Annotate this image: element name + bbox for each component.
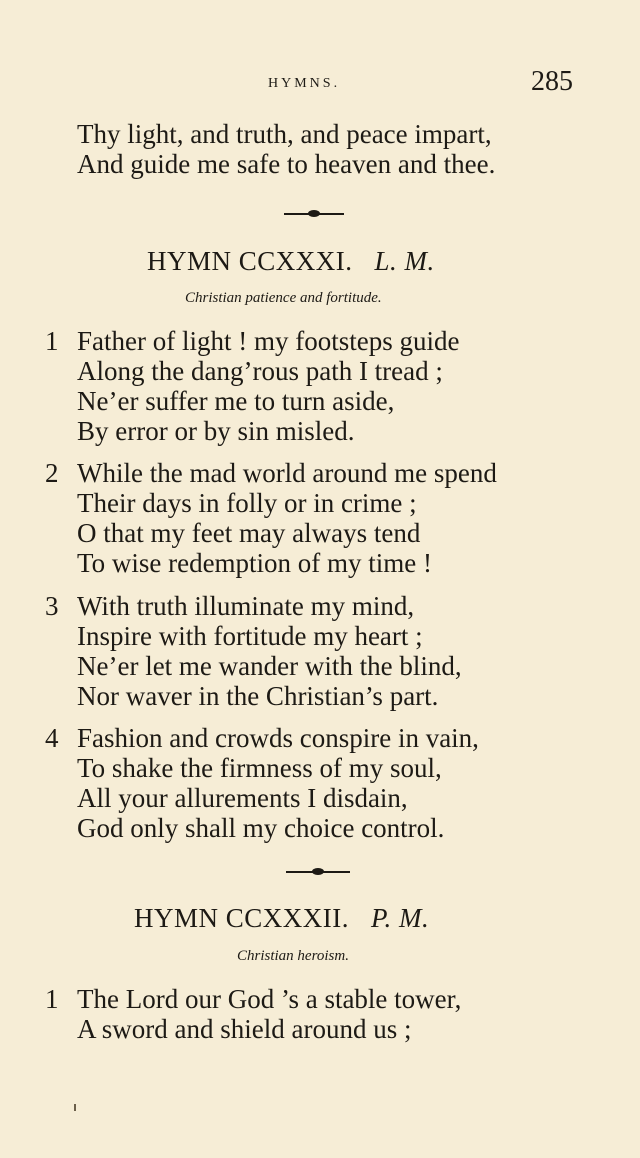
hymn-title bbox=[134, 903, 429, 934]
verse-line: All your allurements I disdain, bbox=[77, 783, 408, 813]
verse-number: 2 bbox=[45, 458, 59, 488]
verse-line: To wise redemption of my time ! bbox=[77, 548, 433, 578]
hymn-meter: P. M. bbox=[371, 903, 430, 933]
verse-number: 1 bbox=[45, 984, 59, 1014]
verse-line: A sword and shield around us ; bbox=[77, 1014, 412, 1044]
verse-line: To shake the firmness of my soul, bbox=[77, 753, 442, 783]
verse-line: By error or by sin misled. bbox=[77, 416, 355, 446]
verse-line: Along the dang’rous path I tread ; bbox=[77, 356, 443, 386]
verse-line: The Lord our God ’s a stable tower, bbox=[77, 984, 462, 1014]
ornamental-divider bbox=[286, 866, 350, 878]
verse-line: God only shall my choice control. bbox=[77, 813, 445, 843]
ornamental-divider bbox=[284, 208, 344, 220]
hymn-number: HYMN CCXXXI. bbox=[147, 246, 353, 276]
running-title: HYMNS. bbox=[268, 76, 341, 91]
page-number: 285 bbox=[531, 66, 573, 97]
ink-speck bbox=[74, 1104, 76, 1111]
verse-line: Inspire with fortitude my heart ; bbox=[77, 621, 423, 651]
verse-line: While the mad world around me spend bbox=[77, 458, 497, 488]
hymn-subtitle: Christian patience and fortitude. bbox=[185, 290, 382, 306]
running-head bbox=[0, 66, 640, 96]
hymn-meter: L. M. bbox=[374, 246, 435, 276]
verse-line: Nor waver in the Christian’s part. bbox=[77, 681, 439, 711]
verse-line: With truth illuminate my mind, bbox=[77, 591, 415, 621]
verse-line: Ne’er suffer me to turn aside, bbox=[77, 386, 395, 416]
verse-number: 1 bbox=[45, 326, 59, 356]
verse-number: 4 bbox=[45, 723, 59, 753]
verse-line: Ne’er let me wander with the blind, bbox=[77, 651, 462, 681]
continuation-line: And guide me safe to heaven and thee. bbox=[77, 149, 496, 179]
hymn-subtitle: Christian heroism. bbox=[237, 948, 349, 964]
verse-number: 3 bbox=[45, 591, 59, 621]
verse-line: O that my feet may always tend bbox=[77, 518, 421, 548]
verse-line: Fashion and crowds conspire in vain, bbox=[77, 723, 479, 753]
verse-line: Father of light ! my footsteps guide bbox=[77, 326, 460, 356]
continuation-line: Thy light, and truth, and peace impart, bbox=[77, 119, 492, 149]
verse-line: Their days in folly or in crime ; bbox=[77, 488, 417, 518]
hymn-number: HYMN CCXXXII. bbox=[134, 903, 349, 933]
hymn-title bbox=[147, 246, 435, 277]
